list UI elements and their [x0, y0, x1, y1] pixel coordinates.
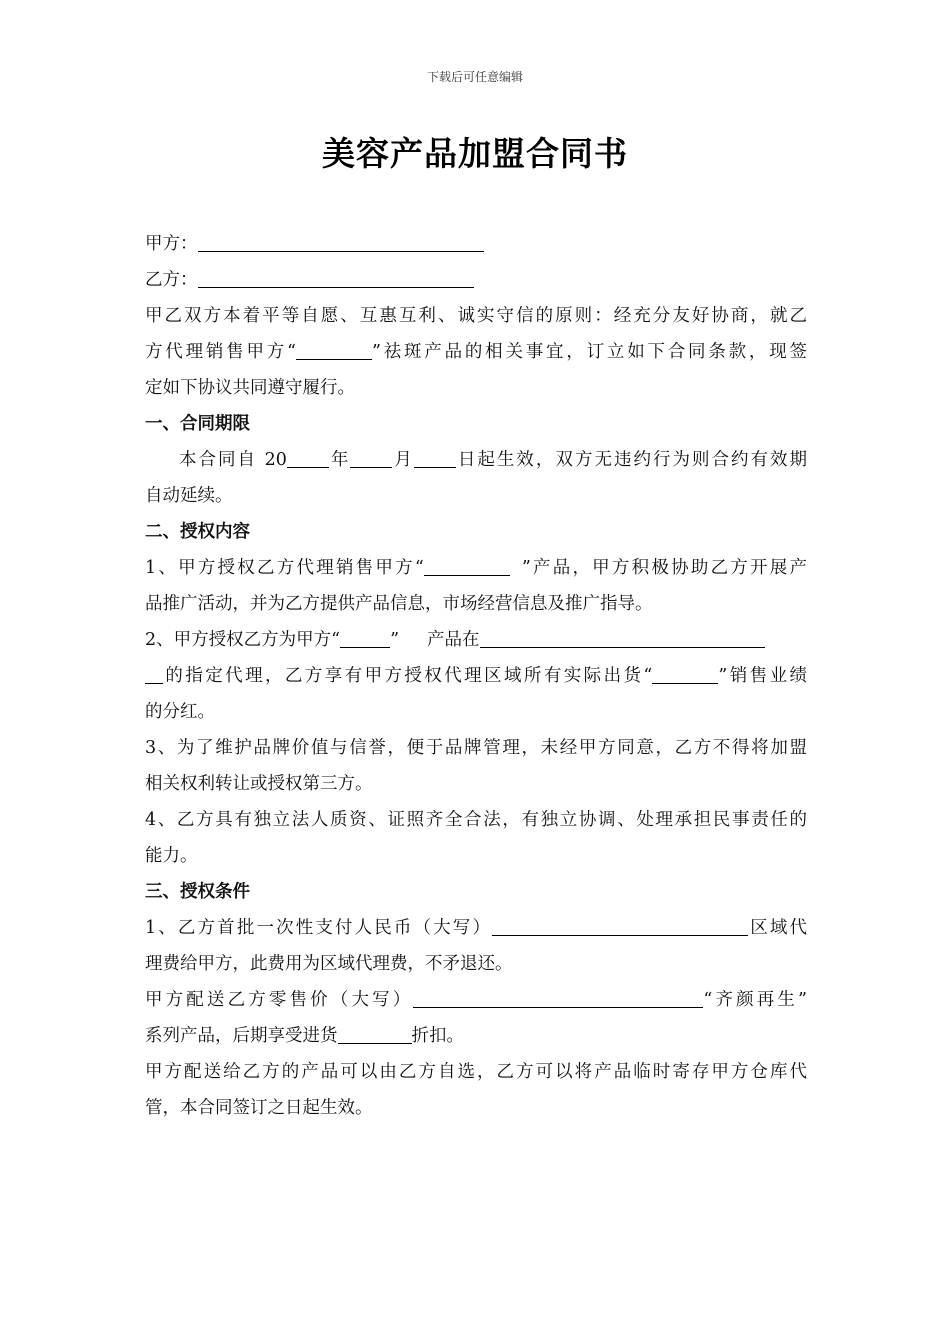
auth-item2-text-e: ”销售业绩 — [718, 666, 807, 686]
term-line-2: 自动延续。 — [145, 486, 233, 506]
cond-item1-text-a: 1、乙方首批一次性支付人民币（大写） — [145, 918, 493, 938]
term-text-c: 月 — [392, 450, 414, 470]
auth-item1-line-2: 品推广活动，并为乙方提供产品信息，市场经营信息及推广指导。 — [145, 594, 653, 614]
auth-product-blank[interactable] — [424, 557, 510, 576]
retail-price-blank[interactable] — [413, 989, 703, 1008]
intro-text-b: ”祛斑产品的相关事宜，订立如下合同条款，现签 — [371, 342, 807, 362]
term-text-d: 日起生效，双方无违约行为则合约有效期 — [455, 450, 807, 470]
cond-p2-text-c: 系列产品，后期享受进货 — [145, 1026, 338, 1046]
party-a-line — [145, 226, 807, 262]
section-heading-conditions: 三、授权条件 — [145, 882, 250, 902]
auth-item2-text-a: 2、甲方授权乙方为甲方“ — [145, 630, 341, 650]
auth-item1-line-1 — [145, 550, 807, 586]
auth-item3-line-2: 相关权利转让或授权第三方。 — [145, 774, 373, 794]
party-b-label: 乙方： — [145, 270, 198, 290]
section-heading-term: 一、合同期限 — [145, 414, 250, 434]
intro-line-3: 定如下协议共同遵守履行。 — [145, 378, 355, 398]
month-blank[interactable] — [350, 449, 392, 468]
document-body — [145, 226, 807, 1126]
auth-item4-line-2: 能力。 — [145, 846, 198, 866]
sales-product-blank[interactable] — [652, 665, 718, 684]
cond-p2-text-d: 折扣。 — [411, 1026, 464, 1046]
auth-item2-quote: ” — [390, 630, 400, 650]
cond-p2-text-b: “齐颜再生” — [703, 990, 807, 1010]
auth-item4-line-1: 4、乙方具有独立法人质资、证照齐全合法，有独立协调、处理承担民事责任的 — [145, 810, 807, 830]
intro-line-1: 甲乙双方本着平等自愿、互惠互利、诚实守信的原则：经充分友好协商，就乙 — [145, 306, 807, 326]
auth-brand-blank[interactable] — [340, 629, 390, 648]
product-name-blank[interactable] — [296, 341, 372, 360]
auth-item1-text-b: ”产品，甲方积极协助乙方开展产 — [521, 558, 807, 578]
party-b-blank[interactable] — [198, 269, 474, 288]
cond-p3-line-1: 甲方配送给乙方的产品可以由乙方自选，乙方可以将产品临时寄存甲方仓库代 — [145, 1062, 807, 1082]
term-text-b: 年 — [328, 450, 351, 470]
auth-item2-text-d: 的指定代理，乙方享有甲方授权代理区域所有实际出货“ — [163, 666, 653, 686]
header-note: 下载后可任意编辑 — [426, 70, 523, 84]
auth-item3-line-1: 3、为了维护品牌价值与信誉，便于品牌管理，未经甲方同意，乙方不得将加盟 — [145, 738, 807, 758]
auth-region-blank-cont[interactable] — [145, 665, 163, 684]
intro-line-2 — [145, 334, 807, 370]
party-a-blank[interactable] — [198, 233, 484, 252]
section-heading-authorization: 二、授权内容 — [145, 522, 250, 542]
cond-p2-text-a: 甲方配送乙方零售价（大写） — [145, 990, 414, 1010]
auth-item2-line-1 — [145, 622, 807, 658]
fee-amount-blank[interactable] — [492, 917, 748, 936]
cond-item1-text-b: 区域代 — [748, 918, 807, 938]
party-a-label: 甲方： — [145, 234, 198, 254]
term-line-1 — [145, 442, 807, 478]
term-text-a: 本合同自 20 — [179, 450, 287, 470]
discount-blank[interactable] — [338, 1025, 412, 1044]
document-title: 美容产品加盟合同书 — [322, 134, 628, 173]
cond-p2-line-2 — [145, 1018, 807, 1054]
auth-item2-line-3: 的分红。 — [145, 702, 215, 722]
auth-item2-text-c: 产品在 — [427, 630, 480, 650]
cond-item1-line-1 — [145, 910, 807, 946]
auth-item2-line-2 — [145, 658, 807, 694]
auth-region-blank[interactable] — [480, 629, 765, 648]
auth-item1-text-a: 1、甲方授权乙方代理销售甲方“ — [145, 558, 424, 578]
day-blank[interactable] — [414, 449, 456, 468]
intro-text-a: 方代理销售甲方“ — [145, 342, 296, 362]
cond-item1-line-2: 理费给甲方，此费用为区域代理费，不矛退还。 — [145, 954, 513, 974]
year-blank[interactable] — [287, 449, 329, 468]
cond-p2-line-1 — [145, 982, 807, 1018]
cond-p3-line-2: 管，本合同签订之日起生效。 — [145, 1098, 373, 1118]
party-b-line — [145, 262, 807, 298]
